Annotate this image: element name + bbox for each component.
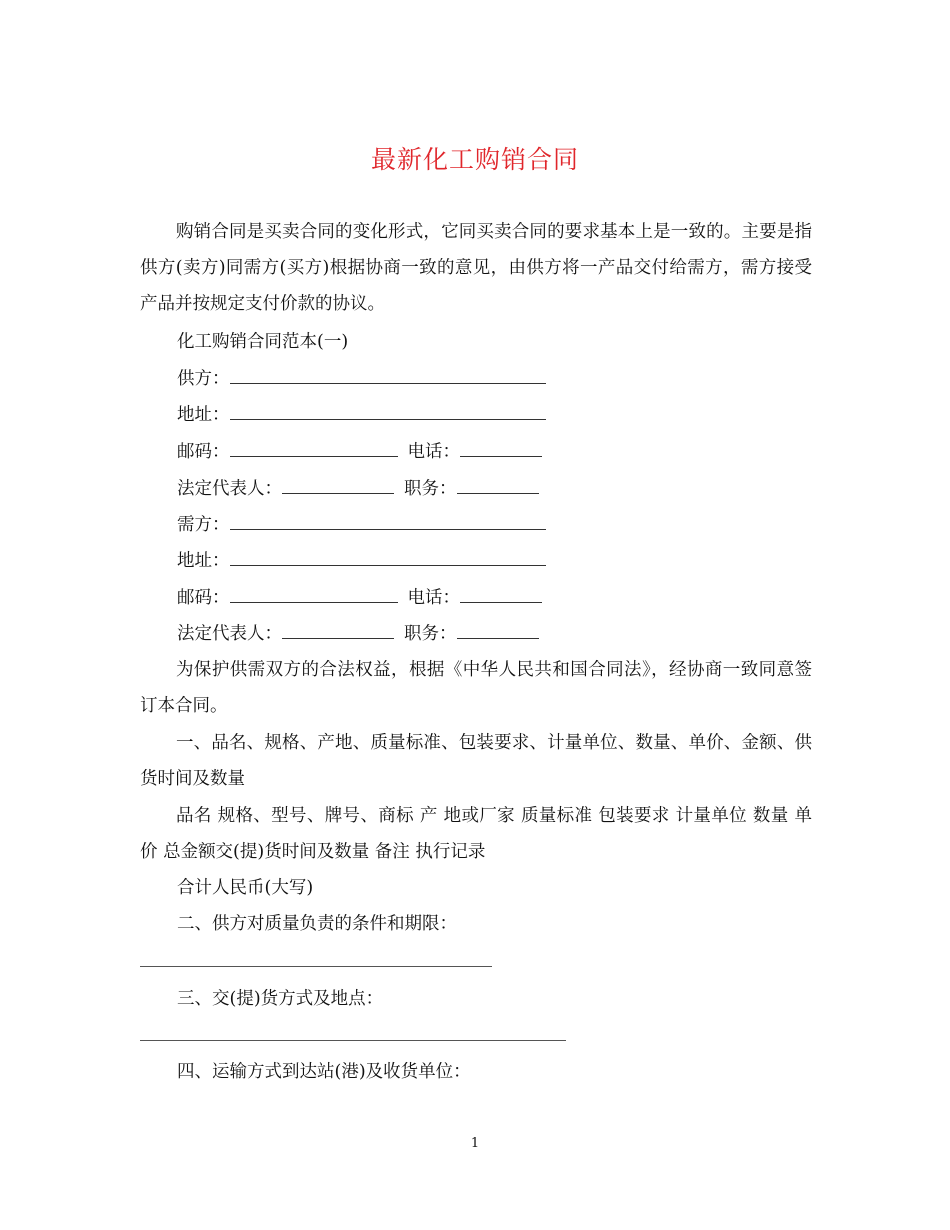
buyer-rep-blank[interactable] (282, 622, 394, 639)
supplier-postcode-label: 邮码： (177, 442, 230, 462)
section-2-answer-line[interactable] (140, 966, 492, 967)
purpose-paragraph: 为保护供需双方的合法权益，根据《中华人民共和国合同法》，经协商一致同意签订本合同。 (140, 660, 812, 716)
buyer-postcode-label: 邮码： (177, 588, 230, 608)
page-number: 1 (470, 1136, 480, 1151)
buyer-address-blank[interactable] (230, 549, 546, 566)
supplier-label: 供方： (177, 369, 230, 389)
table-headers-text: 品名 规格、型号、牌号、商标 产 地或厂家 质量标准 包装要求 计量单位 数量 单价 总金额交(提)货时间及数量 备注 执行记录 (140, 806, 812, 862)
buyer-row (177, 513, 546, 537)
buyer-address-label: 地址： (177, 551, 230, 571)
buyer-postcode-row (177, 586, 542, 610)
intro-paragraph: 购销合同是买卖合同的变化形式，它同买卖合同的要求基本上是一致的。主要是指供方(卖方)同需方(买方)根据协商一致的意见，由供方将一产品交付给需方，需方接受产品并按规定支付价款的协议。 (140, 222, 812, 314)
supplier-address-row (177, 403, 546, 427)
buyer-postcode-blank[interactable] (230, 586, 398, 603)
buyer-address-row (177, 549, 546, 573)
section-3-heading: 三、交(提)货方式及地点： (177, 989, 384, 1009)
total-rmb: 合计人民币(大写) (177, 878, 314, 898)
buyer-rep-row (177, 622, 539, 646)
supplier-phone-label: 电话： (407, 442, 460, 462)
buyer-phone-label: 电话： (407, 588, 460, 608)
section-3-answer-line[interactable] (140, 1040, 566, 1041)
page-title: 最新化工购销合同 (370, 145, 579, 174)
supplier-rep-blank[interactable] (282, 477, 394, 494)
supplier-rep-label: 法定代表人： (177, 479, 282, 499)
supplier-address-label: 地址： (177, 405, 230, 425)
supplier-rep-row (177, 477, 539, 501)
supplier-blank[interactable] (230, 367, 546, 384)
buyer-rep-label: 法定代表人： (177, 624, 282, 644)
supplier-position-label: 职务： (404, 479, 457, 499)
supplier-address-blank[interactable] (230, 403, 546, 420)
section-1-heading: 一、品名、规格、产地、质量标准、包装要求、计量单位、数量、单价、金额、供货时间及数量 (140, 733, 812, 789)
sample-heading: 化工购销合同范本(一) (177, 332, 349, 352)
section-2-heading: 二、供方对质量负责的条件和期限： (177, 914, 457, 934)
buyer-position-label: 职务： (404, 624, 457, 644)
supplier-postcode-blank[interactable] (230, 440, 398, 457)
supplier-position-blank[interactable] (457, 477, 539, 494)
buyer-blank[interactable] (230, 513, 546, 530)
buyer-position-blank[interactable] (457, 622, 539, 639)
supplier-phone-blank[interactable] (460, 440, 542, 457)
buyer-phone-blank[interactable] (460, 586, 542, 603)
buyer-label: 需方： (177, 515, 230, 535)
section-4-heading: 四、运输方式到达站(港)及收货单位： (177, 1062, 471, 1082)
supplier-row (177, 367, 546, 391)
supplier-postcode-row (177, 440, 542, 464)
